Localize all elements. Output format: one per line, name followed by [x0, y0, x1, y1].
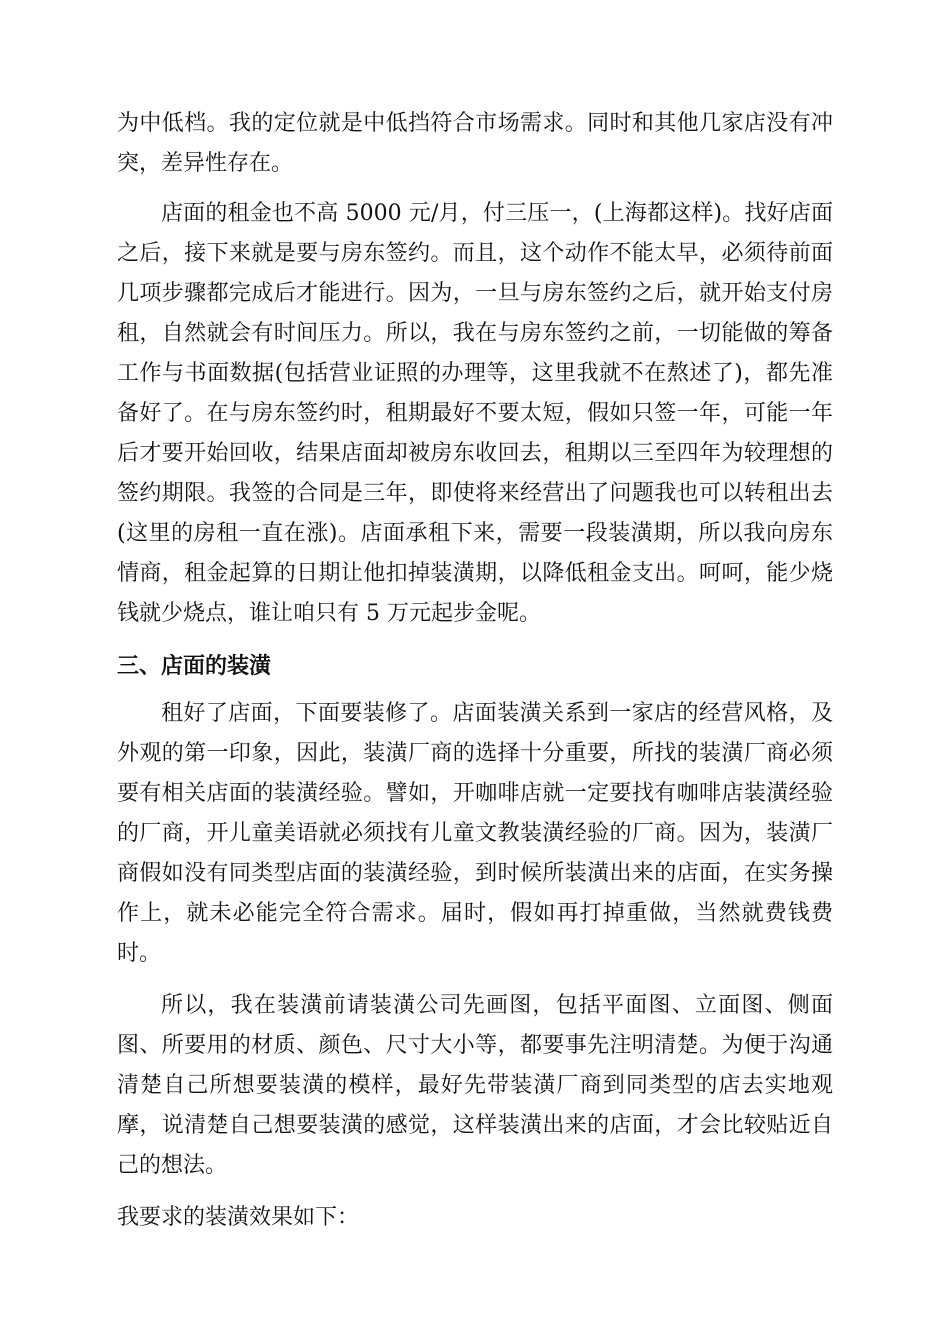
section-heading-decoration: 三、店面的装潢 — [117, 653, 272, 679]
paragraph-rent-lease: 店面的租金也不高 5000 元/月，付三压一，(上海都这样)。找好店面之后，接下来就是要与房东签约。而且，这个动作不能太早，必须待前面几项步骤都完成后才能进行。因为，一旦与房东签约之后，就开始支付房租，自然就会有时间压力。所以，我在与房东签约之前，一切能做的筹备工作与书面数据(包括营业证照的办理等，这里我就不在熬述了)，都先准备好了。在与房东签约时，租期最好不要太短，假如只签一年，可能一年后才要开始回收，结果店面却被房东收回去，租期以三至四年为较理想的签约期限。我签的合同是三年，即使将来经营出了问题我也可以转租出去(这里的房租一直在涨)。店面承租下来，需要一段装潢期，所以我向房东情商，租金起算的日期让他扣掉装潢期，以降低租金支出。呵呵，能少烧钱就少烧点，谁让咱只有 5 万元起步金呢。 — [117, 201, 833, 626]
paragraph-design-plan: 所以，我在装潢前请装潢公司先画图，包括平面图、立面图、侧面图、所要用的材质、颜色、尺寸大小等，都要事先注明清楚。为便于沟通清楚自己所想要装潢的模样，最好先带装潢厂商到同类型的店去实地观摩，说清楚自己想要装潢的感觉，这样装潢出来的店面，才会比较贴近自己的想法。 — [117, 993, 833, 1178]
paragraph-decoration-vendor: 租好了店面，下面要装修了。店面装潢关系到一家店的经营风格，及外观的第一印象，因此，装潢厂商的选择十分重要，所找的装潢厂商必须要有相关店面的装潢经验。譬如，开咖啡店就一定要找有咖啡店装潢经验的厂商，开儿童美语就必须找有儿童文教装潢经验的厂商。因为，装潢厂商假如没有同类型店面的装潢经验，到时候所装潢出来的店面，在实务操作上，就未必能完全符合需求。届时，假如再打掉重做，当然就费钱费时。 — [117, 701, 833, 966]
paragraph-decoration-effect-intro: 我要求的装潢效果如下： — [117, 1205, 360, 1230]
paragraph-positioning: 为中低档。我的定位就是中低挡符合市场需求。同时和其他几家店没有冲突，差异性存在。 — [117, 111, 833, 176]
document-body — [117, 104, 833, 1238]
